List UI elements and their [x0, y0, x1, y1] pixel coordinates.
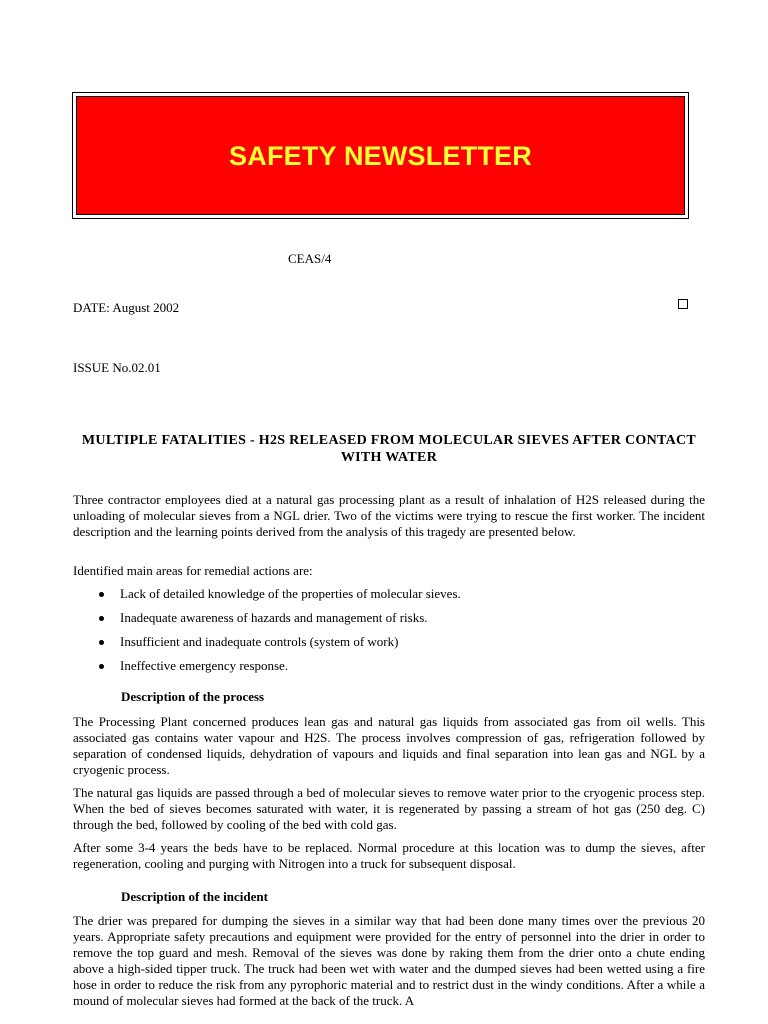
checkbox-icon: [678, 299, 688, 309]
banner-fill: [76, 96, 685, 215]
intro-paragraph: Three contractor employees died at a natural gas processing plant as a result of inhalation of H2S released during the unloading of molecular sieves from a NGL drier. Two of the victims were trying to rescue the first worker. The incident description and the learning points derived from the analysis of this tragedy are presented below.: [73, 492, 705, 539]
list-item: Ineffective emergency response.: [96, 658, 461, 682]
list-item: Inadequate awareness of hazards and management of risks.: [96, 610, 461, 634]
issue-number: ISSUE No.02.01: [73, 360, 161, 375]
remedial-areas-list: [96, 586, 461, 682]
banner-title: SAFETY NEWSLETTER: [229, 141, 532, 171]
article-headline: MULTIPLE FATALITIES - H2S RELEASED FROM MOLECULAR SIEVES AFTER CONTACT WITH WATER: [81, 433, 697, 465]
issue-date: DATE: August 2002: [73, 300, 180, 315]
newsletter-banner: [72, 92, 689, 219]
areas-label: Identified main areas for remedial actions are:: [73, 563, 313, 578]
process-paragraph: The natural gas liquids are passed through a bed of molecular sieves to remove water prior to the cryogenic process step. When the bed of sieves becomes saturated with water, it is regenerated by passing a stream of hot gas (250 deg. C) through the bed, followed by cooling of the bed with cold gas.: [73, 785, 705, 832]
reference-code: CEAS/4: [288, 251, 332, 266]
list-item: Insufficient and inadequate controls (system of work): [96, 634, 461, 658]
section-heading-process: Description of the process: [121, 689, 265, 704]
process-paragraph: The Processing Plant concerned produces lean gas and natural gas liquids from associated gas from oil wells. This associated gas contains water vapour and H2S. The process involves compression of gas, refrigeration followed by separation of condensed liquids, dehydration of vapours and liquids and final separation into lean gas and NGL by a cryogenic process.: [73, 714, 705, 777]
list-item: Lack of detailed knowledge of the properties of molecular sieves.: [96, 586, 461, 610]
process-paragraph: After some 3-4 years the beds have to be replaced. Normal procedure at this location was to dump the sieves, after regeneration, cooling and purging with Nitrogen into a truck for subsequent disposal.: [73, 840, 705, 871]
section-heading-incident: Description of the incident: [121, 889, 268, 904]
incident-paragraph: The drier was prepared for dumping the sieves in a similar way that had been done many times over the previous 20 years. Appropriate safety precautions and equipment were provided for the entry of personnel into the drier in order to remove the top guard and mesh. Removal of the sieves was done by raking them from the drier onto a chute ending above a high-sided tipper truck. The truck had been wet with water and the dumped sieves had been wetted using a fire hose in order to reduce the risk from any pyrophoric material and to restrict dust in the windy conditions. After a while a mound of molecular sieves had formed at the back of the truck. A: [73, 913, 705, 1008]
